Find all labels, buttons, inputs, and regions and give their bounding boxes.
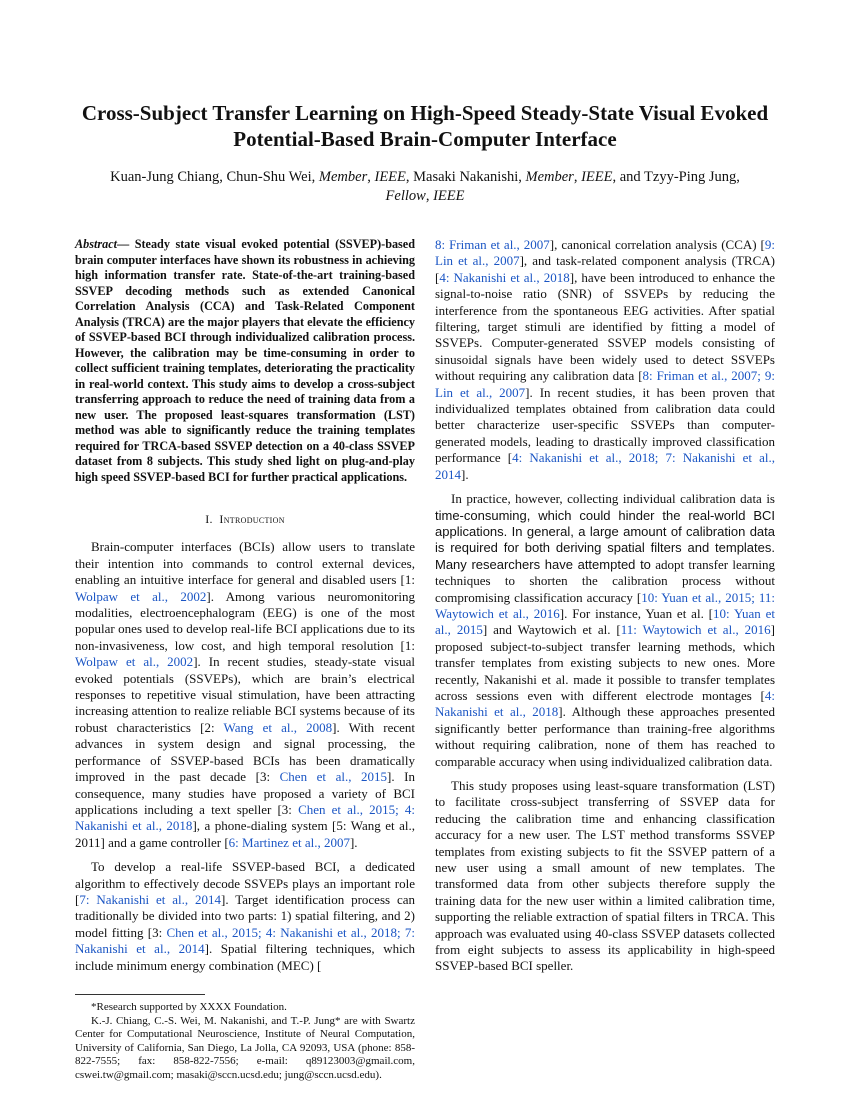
author-list bbox=[90, 168, 760, 206]
body-text: ]. bbox=[461, 466, 469, 482]
left-column bbox=[75, 237, 415, 1083]
citation-link[interactable]: 10: Yuan et al., 2015 bbox=[435, 605, 775, 638]
body-text: ], and task-related component analysis (TRCA) [ bbox=[435, 253, 775, 285]
body-text: ], have been introduced to enhance the signal-to-noise ratio (SNR) of SSVEPs by reducing the interference from the spontaneous EEG activities. After spatial filtering, target stimuli are identified by fitting a model of SSVEPs. Computer-generated SSVEP models consisting of sinusoidal signals have been widely used to detect SSVEPs without requiring any calibration data [ bbox=[435, 269, 776, 384]
body-text: ]. Spatial filtering techniques, which include minimum energy combination (MEC) [ bbox=[75, 941, 415, 973]
citation-link[interactable]: Chen et al., 2015; 4: Nakanishi et al., 2018 bbox=[75, 801, 416, 834]
author-title: IEEE bbox=[433, 188, 465, 204]
author-text: , bbox=[425, 188, 434, 204]
body-text: ] and Waytowich et al. [ bbox=[482, 622, 621, 638]
paragraph-intro-2 bbox=[75, 859, 415, 974]
author-text: , Masaki Nakanishi, bbox=[405, 169, 526, 185]
footnote-funding: *Research supported by XXXX Foundation. bbox=[91, 1000, 287, 1013]
author-title: Member bbox=[318, 169, 368, 185]
body-text: ], canonical correlation analysis (CCA) [ bbox=[549, 237, 765, 252]
paragraph-intro-4 bbox=[435, 778, 775, 975]
author-title: IEEE bbox=[581, 169, 613, 185]
citation-link[interactable]: 11: Waytowich et al., 2016 bbox=[620, 622, 771, 638]
citation-link[interactable]: Wang et al., 2008 bbox=[223, 719, 333, 735]
citation-link[interactable]: Wolpaw et al., 2002 bbox=[75, 588, 207, 604]
abstract-text: — Steady state visual evoked potential (SSVEP)-based brain computer interfaces have shown its robustness in achieving high information transfer rate. State-of-the-art training-based SSVEP decoding methods such as extended Canonical Correlation Analysis (CCA) and Task-Related Component Analysis (TRCA) are the major players that elevate the efficiency of SSVEP-based BCI through individualized calibration process. However, the calibration may be time-consuming in order to collect sufficient training templates, deteriorating the practicality in real-world context. This study aims to develop a cross-subject transferring approach to reduce the need of training data from a new user. The proposed least-squares transformation (LST) method was able to significantly reduce the training templates required for TRCA-based SSVEP detection on a 40-class SSVEP dataset from 8 subjects. This study shed light on plug-and-play high speed SSVEP-based BCI for further practical applications. bbox=[75, 237, 415, 484]
citation-link[interactable]: 8: Friman et al., 2007; 9: Lin et al., 2007 bbox=[435, 368, 775, 400]
body-text: ]. In recent studies, steady-state visual evoked potentials (SSVEPs), which are brain’s electrical responses to repetitive visual stimulation, have been attracting increasing attention to realize reliable BCI systems because of its robust characteristics [2: bbox=[75, 654, 415, 735]
citation-link[interactable]: Wolpaw et al., 2002 bbox=[75, 654, 194, 670]
body-text: Brain-computer interfaces (BCIs) allow users to translate their intention into commands to control external devices, enabling an intuitive interface for general and disabled users [1: bbox=[75, 539, 415, 588]
body-text: ]. Among various neuromonitoring modalities, electroencephalogram (EEG) is one of the most popular ones used to develop real-life BCI applications due to its non-invasiveness, low cost, and high temporal resolution [1: bbox=[75, 588, 415, 653]
author-text: , and Tzyy-Ping Jung, bbox=[612, 169, 740, 185]
body-text: ]. In recent studies, it has been proven that individualized templates obtained from calibration data could better characterize user-specific SSVEPs than computer-generated models, leading to drastically improved classification performance [ bbox=[435, 384, 775, 466]
citation-link[interactable]: 4: Nakanishi et al., 2018 bbox=[435, 687, 775, 720]
body-text-sans: time-consuming, which could hinder the real-world BCI applications. In general, a large amount of calibration data is required for both deriving spatial filters and templates. Many researchers have attempted to bbox=[435, 507, 775, 572]
author-title: Member bbox=[525, 169, 574, 185]
author-text: , bbox=[367, 169, 375, 185]
body-text: ] proposed subject-to-subject transfer learning methods, which transfer templates from existing subjects to new ones. More recently, Nakanishi et al. made it possible to transfer templates across sessions even with different electrode montages [ bbox=[435, 622, 775, 703]
footnote-affiliation: K.-J. Chiang, C.-S. Wei, M. Nakanishi, and T.-P. Jung* are with Swartz Center for Computational Neuroscience, Institute of Neural Computation, University of California, San Diego, La Jolla, CA 92093, USA (phone: 858-822-7555; fax: 858-822-7556; e-mail: q89123003@gmail.com, cswei.tw@gmail.com; masaki@sccn.ucsd.edu; jung@sccn.ucsd.edu). bbox=[75, 1014, 415, 1081]
abstract bbox=[75, 237, 415, 485]
citation-link[interactable]: 6: Martinez et al., 2007 bbox=[228, 834, 350, 850]
body-text: To develop a real-life SSVEP-based BCI, a dedicated algorithm to effectively decode SSVEPs plays an important role [ bbox=[75, 859, 415, 907]
body-text: This study proposes using least-square transformation (LST) to facilitate cross-subject transferring of SSVEP data for reducing the calibration time and enhancing classification accuracy for a new user. The LST method transforms SSVEP templates from existing subjects to fit the SSVEP pattern of a new user using a small amount of new templates. The transformed data from other subjects therefore supply the training data for the new user within a limited calibration time, supporting the reliable extraction of spatial filters in TRCA. This approach was evaluated using 40-class SSVEP datasets collected from eight subjects to assess its applicability in high-speed SSVEP-based BCI speller. bbox=[435, 778, 775, 974]
author-text: Kuan-Jung Chiang, Chun-Shu Wei, bbox=[110, 169, 319, 185]
paper-title: Cross-Subject Transfer Learning on High-Speed Steady-State Visual Evoked Potential-Based Brain-Computer Interface bbox=[81, 101, 769, 151]
body-text: ]. For instance, Yuan et al. [ bbox=[559, 605, 714, 621]
body-text: ]. With recent advances in system design and signal processing, the performance of SSVEP-based BCIs has been dramatically improved in the past decade [3: bbox=[75, 719, 415, 785]
body-text: ]. Target identification process can traditionally be divided into two parts: 1) spatial filtering, and 2) model fitting [3: bbox=[75, 891, 415, 940]
body-text: ]. bbox=[349, 834, 358, 850]
right-column bbox=[435, 237, 775, 975]
citation-link[interactable]: Chen et al., 2015 bbox=[279, 769, 388, 785]
footnote-rule bbox=[75, 994, 205, 995]
section-heading-introduction: I. Introduction bbox=[205, 512, 285, 526]
paragraph-intro-1 bbox=[75, 539, 415, 851]
citation-link[interactable]: 10: Yuan et al., 2015; 11: Waytowich et al., 2016 bbox=[435, 589, 775, 621]
citation-link[interactable]: 4: Nakanishi et al., 2018; 7: Nakanishi et al., 2014 bbox=[435, 450, 775, 482]
author-text: , bbox=[573, 169, 582, 185]
citation-link[interactable]: 8: Friman et al., 2007 bbox=[435, 237, 550, 252]
body-text: ], a phone-dialing system [5: Wang et al., 2011] and a game controller [ bbox=[75, 818, 415, 850]
author-title: IEEE bbox=[374, 169, 406, 185]
body-text: ]. In consequence, many studies have proposed a variety of BCI applications including a text speller [3: bbox=[75, 769, 415, 817]
body-text: In practice, however, collecting individual calibration data is bbox=[451, 491, 775, 507]
citation-link[interactable]: 7: Nakanishi et al., 2014 bbox=[79, 891, 221, 907]
body-text: adopt transfer learning techniques to shorten the calibration process without compromising classification accuracy [ bbox=[435, 556, 775, 605]
citation-link[interactable]: Chen et al., 2015; 4: Nakanishi et al., 2018; 7: Nakanishi et al., 2014 bbox=[75, 924, 415, 957]
paragraph-intro-2-continued bbox=[435, 237, 775, 483]
body-text: ]. Although these approaches presented significantly better performance than training-free algorithms without requiring calibration, none of them has reached to comparable accuracy when using individualized calibration data. bbox=[435, 704, 775, 769]
citation-link[interactable]: 4: Nakanishi et al., 2018 bbox=[439, 269, 570, 285]
author-title: Fellow bbox=[385, 188, 426, 204]
abstract-label: Abstract bbox=[75, 237, 117, 251]
citation-link[interactable]: 9: Lin et al., 2007 bbox=[435, 237, 775, 269]
paragraph-intro-3 bbox=[435, 491, 775, 770]
